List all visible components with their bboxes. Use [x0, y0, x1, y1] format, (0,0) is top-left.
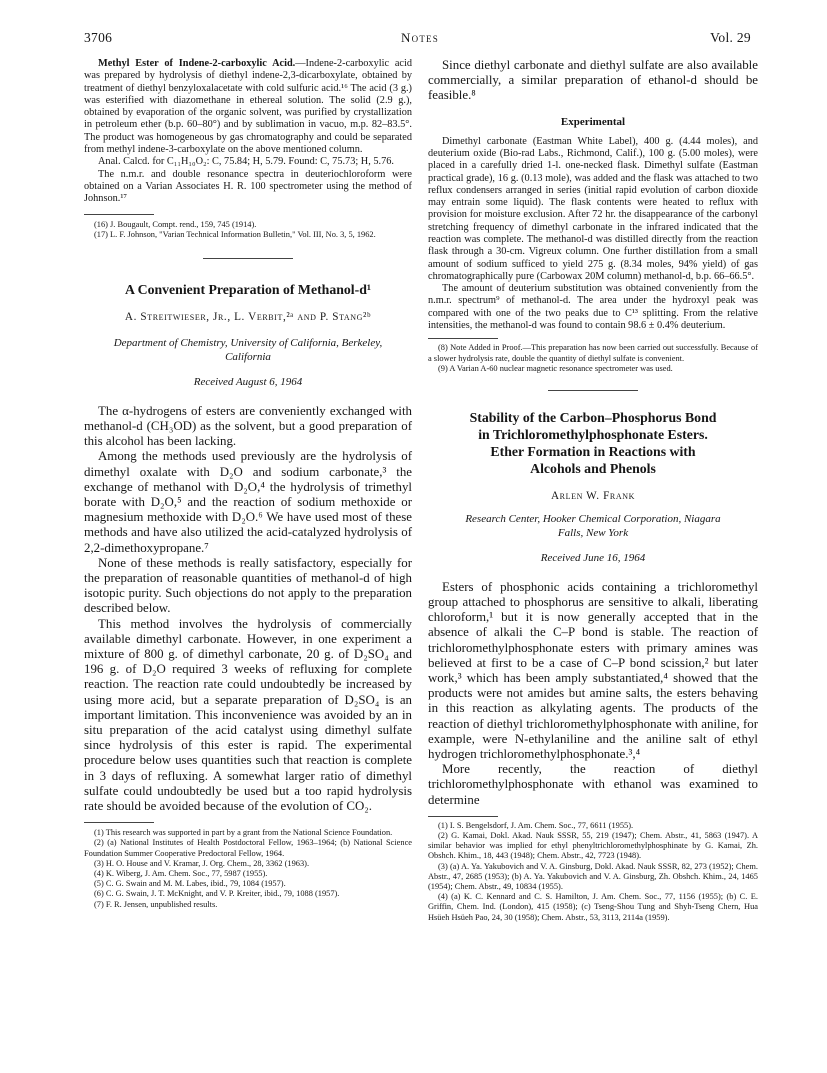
experimental-paragraph: The amount of deuterium substitution was obtained conveniently from the n.m.r. spectrum⁹ of methanol-d. The area under the hydroxyl peak was compared with one of the two peaks due to C¹³ splitting. From the relative intensities, the methanol-d was found to contain 98.6 ± 0.4% deuterium.: [428, 283, 758, 332]
section-divider: [203, 258, 293, 259]
section-divider: [548, 390, 638, 391]
volume-label: Vol. 29: [710, 30, 751, 45]
body-paragraph: Esters of phosphonic acids containing a trichloromethyl group attached to phosphorus are sensitive to alkali, liberating chloroform,¹ but it is now generally accepted that in the absence of alkali the C–P bond is stable. The reaction of trichloromethylphosphonate esters with primary amines was believed at first to be a case of C–P bond scission,² but later work,³ which has been amply substantiated,⁴ showed that the products were not amides but amine salts, the esters behaving in this reaction as alkylating agents. The products of the reaction of diethyl trichloromethylphosphonate with aniline, for example, were N-ethylaniline and the aniline salt of ethyl hydrogen trichloromethylphosphonate.³,⁴: [428, 579, 758, 761]
running-head: Notes: [401, 30, 439, 45]
footnote-4: (4) K. Wiberg, J. Am. Chem. Soc., 77, 5987 (1955).: [94, 869, 268, 879]
footnote-16: (16) J. Bougault, Compt. rend., 159, 745 (1914).: [94, 219, 257, 229]
article2-affiliation: Research Center, Hooker Chemical Corporation, Niagara Falls, New York: [465, 512, 721, 539]
footnote-5: (5) C. G. Swain and M. M. Labes, ibid., 79, 1084 (1957).: [94, 879, 286, 889]
footnote-rule: [84, 822, 154, 823]
body-paragraph: None of these methods is really satisfactory, especially for the preparation of reasonable quantities of methanol-d of high isotopic purity. Such objections do not apply to the preparation described below.: [84, 555, 412, 616]
continuation-paragraph: Since diethyl carbonate and diethyl sulfate are also available commercially, a similar preparation of ethanol-d should be feasible.⁸: [428, 58, 758, 103]
article-footnotes: [84, 828, 412, 910]
article2-title: [428, 409, 758, 477]
experimental-heading: Experimental: [560, 115, 626, 128]
left-column: [84, 58, 412, 910]
article-affiliation: Department of Chemistry, University of California, Berkeley, California: [113, 336, 383, 363]
footnote-6: (6) C. G. Swain, J. T. McKnight, and V. P. Kreiter, ibid., 79, 1088 (1957).: [94, 889, 340, 899]
article-title: A Convenient Preparation of Methanol-d¹: [124, 281, 372, 297]
experimental-body: [428, 136, 758, 333]
footnote-rule: [428, 338, 498, 339]
footnote-3: (3) H. O. House and V. Kramar, J. Org. Chem., 28, 3362 (1963).: [94, 858, 310, 868]
article2-title-line: Ether Formation in Reactions with: [490, 443, 696, 459]
footnote-4: (4) (a) K. C. Kennard and C. S. Hamilton, J. Am. Chem. Soc., 77, 1156 (1955); (b) C. E. Griffin, Chem. Ind. (London), 415 (1958); (c) Tseng-Shou Tung and Shyh-Tseng Chern, Hua Hsüeh Hsüeh Pao, 24, 30 (1958); Chem. Abstr., 53, 3113, 2114a (1959).: [428, 892, 758, 922]
footnote-7: (7) F. R. Jensen, unpublished results.: [94, 899, 218, 909]
footnote-3: (3) (a) A. Ya. Yakubovich and V. A. Ginsburg, Dokl. Akad. Nauk SSSR, 82, 273 (1952); Chem. Abstr., 47, 2685 (1953); (b) A. Ya. Yakubovich and V. A. Ginsburg, Zh. Obshch. Khim., 24, 1465 (1954); Chem. Abstr., 49, 10834 (1955).: [428, 861, 758, 892]
indene-title: Methyl Ester of Indene-2-carboxylic Acid.: [98, 58, 296, 69]
indene-footnotes: [84, 220, 412, 240]
footnote-8: (8) Note Added in Proof.—This preparation has now been carried out successfully. Because of a slower hydrolysis rate, double the quantity of diethyl sulfate is convenient.: [428, 343, 758, 363]
article2-title-line: in Trichloromethylphosphonate Esters.: [478, 426, 708, 442]
body-paragraph: More recently, the reaction of diethyl trichloromethylphosphonate with ethanol was examined to determine: [428, 762, 758, 807]
page-number: 3706: [84, 30, 113, 45]
body-paragraph: This method involves the hydrolysis of commercially available dimethyl carbonate. However, in one experiment a mixture of 800 g. of dimethyl carbonate, 20 g. of D₂SO₄ and 196 g. of D₂O required 3 weeks of refluxing for complete reaction. The reaction rate could undoubtedly be increased by using more acid, but a separate preparation of D₂SO₄ is an important limitation. This inconvenience was avoided by an in situ preparation of the acid catalyst using dimethyl sulfate since hydrolysis of this ester is rapid. The experimental procedure below uses quantities such that reaction is complete in 3 days of refluxing. A somewhat larger ratio of dimethyl sulfate could undoubtedly be used but a too rapid hydrolysis rate should be avoided because of the evolution of CO₂.: [84, 616, 412, 814]
right-column: [428, 58, 758, 923]
article-body: [84, 404, 412, 814]
indene-text: —Indene-2-carboxylic acid was prepared by hydrolysis of diethyl indene-2,3-dicarboxylate, obtained by treatment of diethyl benzyloxalacetate with cold sulfuric acid.¹⁶ The acid (3 g.) was esterified with diazomethane in ethereal solution. The solid (2.9 g.), obtained by evaporation of the organic solvent, was purified by crystallization in petroleum ether (b.p. 60–80°) and by sublimation in vacuo, m.p. 82–83.5°. The product was homogeneous by gas chromatography and could be separated from methyl indene-3-carboxylate on the above mentioned column.: [84, 58, 412, 156]
article-authors: A. Streitwieser, Jr., L. Verbit,²ᵃ and P. Stang²ᵇ: [124, 310, 372, 323]
footnote-2: (2) G. Kamai, Dokl. Akad. Nauk SSSR, 55, 219 (1947); Chem. Abstr., 41, 5863 (1947). A similar behavior was implied for ethyl phenyltrichloromethylphosphinate by G. Kamai, Zh. Obshch. Khim., 18, 443 (1948); Chem. Abstr., 42, 7723 (1948).: [428, 831, 758, 861]
experimental-footnotes: [428, 343, 758, 374]
article2-title-line: Alcohols and Phenols: [530, 460, 656, 476]
body-paragraph: The α-hydrogens of esters are conveniently exchanged with methanol-d (CH₃OD) as the solvent, but a good preparation of this alcohol has been lacking.: [84, 403, 412, 449]
indene-paragraph: [84, 58, 412, 156]
analysis-line: Anal. Calcd. for C₁₁H₁₀O₂: C, 75.84; H, 5.79. Found: C, 75.73; H, 5.76.: [98, 156, 394, 168]
body-paragraph: Among the methods used previously are the hydrolysis of dimethyl oxalate with D₂O and sodium carbonate,³ the exchange of methanol with D₂O,⁴ the hydrolysis of trimethyl borate with D₂O,⁵ and the reaction of sodium methoxide or magnesium methoxide with D₂O.⁶ We have used most of these methods and have also utilized the acid-catalyzed hydrolysis of 2,2-dimethoxypropane.⁷: [84, 449, 412, 555]
footnote-1: (1) This research was supported in part by a grant from the National Science Foundation.: [94, 828, 393, 838]
footnote-rule: [84, 214, 154, 215]
footnote-17: (17) L. F. Johnson, "Varian Technical Information Bulletin," Vol. III, No. 3, 5, 1962.: [94, 229, 376, 239]
nmr-paragraph: The n.m.r. and double resonance spectra in deuteriochloroform were obtained on a Varian Associates H. R. 100 spectrometer using the method of Johnson.¹⁷: [84, 168, 412, 205]
article2-body: [428, 580, 758, 808]
footnote-9: (9) A Varian A-60 nuclear magnetic resonance spectrometer was used.: [438, 363, 673, 373]
experimental-paragraph: Dimethyl carbonate (Eastman White Label), 400 g. (4.44 moles), and deuterium oxide (Bio-rad Labs., Richmond, Calif.), 100 g. (5.00 moles), were placed in a carefully dried 1-l. one-necked flask. Dimethyl sulfate (Eastman practical grade), 16 g. (0.13 mole), was added and the flask was attached to two reflux condensers arranged in series (initial rapid evolution of carbon dioxide may entrain some liquid). The flask contents were heated to reflux with provision for moisture exclusion. After 72 hr. the disappearance of the carbonyl stretching frequency of dimethyl carbonate in the infrared indicated that the reaction was complete. The methanol-d was distilled directly from the reaction flask through a 30-cm. Vigreux column. One further distillation from a small amount of sodium sufficed to yield 275 g. (8.34 moles, 94% yield) of gas chromatographically pure (Carbowax 20M column) methanol-d, b.p. 66–66.5°.: [428, 135, 758, 282]
footnote-2: (2) (a) National Institutes of Health Postdoctoral Fellow, 1963–1964; (b) National Science Foundation Summer Cooperative Predoctoral Fellow, 1964.: [84, 838, 412, 858]
footnote-rule: [428, 816, 498, 817]
article2-footnotes: [428, 821, 758, 923]
article2-title-line: Stability of the Carbon–Phosphorus Bond: [469, 409, 717, 425]
article2-received: Received June 16, 1964: [540, 552, 646, 565]
footnote-1: (1) I. S. Bengelsdorf, J. Am. Chem. Soc., 77, 6611 (1955).: [438, 820, 634, 830]
article2-author: Arlen W. Frank: [551, 489, 635, 502]
article-received: Received August 6, 1964: [193, 376, 303, 389]
